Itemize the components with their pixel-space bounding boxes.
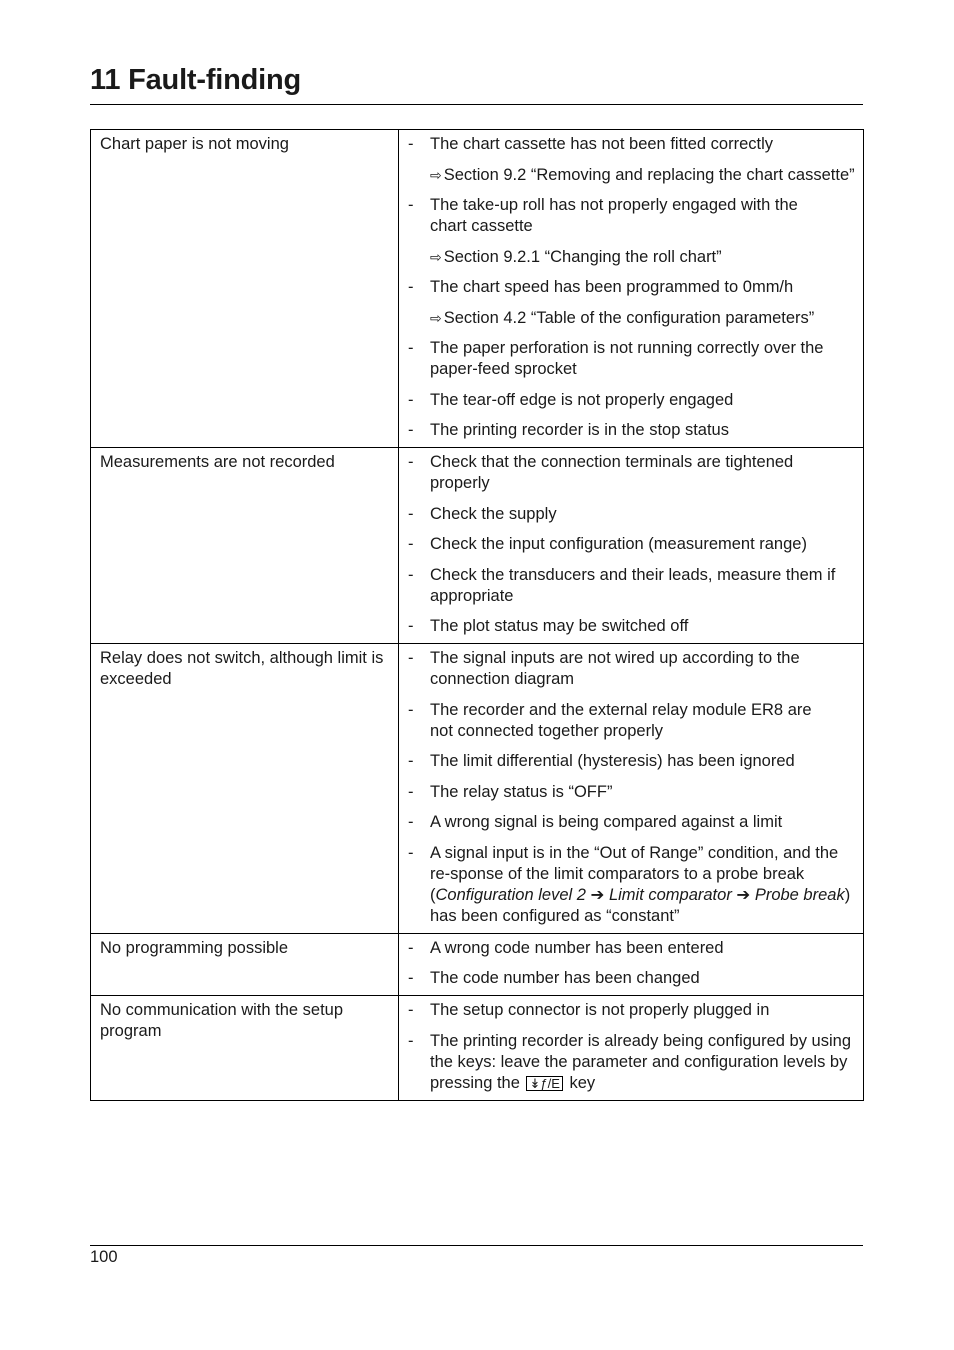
list-item: - Check the input configuration (measurement range) — [408, 535, 807, 553]
section-reference: ⇨ Section 9.2 “Removing and replacing the chart cassette” — [430, 165, 855, 184]
fault-cause: Relay does not switch, although limit is exceeded — [91, 644, 399, 934]
list-item: - The tear-off edge is not properly engaged — [408, 390, 734, 409]
list-item: - The chart cassette has not been fitted correctly — [408, 135, 774, 153]
list-item: - The take-up roll has not properly engaged with the chart cassette — [408, 196, 798, 235]
list-item: - Check the supply — [408, 504, 557, 523]
list-item: - The printing recorder is already being configured by using the keys: leave the parameter and configuration levels by pressing the ↡ƒ/E key — [408, 1031, 851, 1092]
list-item: - The paper perforation is not running correctly over the paper-feed sprocket — [408, 339, 824, 378]
title-divider — [90, 104, 863, 105]
list-item: - The code number has been changed — [408, 969, 700, 987]
list-item: - The chart speed has been programmed to 0mm/h — [408, 278, 794, 296]
fault-remedies — [399, 448, 864, 644]
section-reference: ⇨ Section 9.2.1 “Changing the roll chart” — [430, 247, 722, 266]
list-item: - A wrong signal is being compared against a limit — [408, 813, 783, 831]
list-item: - The plot status may be switched off — [408, 617, 689, 635]
list-item: - The printing recorder is in the stop status — [408, 421, 729, 439]
table-row — [91, 996, 864, 1101]
list-item: - Check the transducers and their leads, measure them if appropriate — [408, 565, 836, 605]
fault-cause: No communication with the setup program — [91, 996, 399, 1101]
list-item: - The relay status is “OFF” — [408, 782, 613, 801]
fault-remedies — [399, 130, 864, 448]
fault-cause: Measurements are not recorded — [91, 448, 399, 644]
exit-key-icon: ↡ƒ/E — [526, 1076, 562, 1091]
arrow-right-icon: ⇨ — [430, 309, 442, 326]
arrow-right-icon: ⇨ — [430, 166, 442, 183]
page-number: 100 — [90, 1248, 118, 1266]
table-row — [91, 448, 864, 644]
fault-cause: Chart paper is not moving — [91, 130, 399, 448]
arrow-right-icon: ⇨ — [430, 248, 442, 265]
fault-table — [90, 129, 864, 1101]
table-row — [91, 130, 864, 448]
list-item: - The signal inputs are not wired up according to the connection diagram — [408, 649, 800, 688]
list-item: - Check that the connection terminals are tightened properly — [408, 453, 794, 492]
list-item: - A signal input is in the “Out of Range” condition, and the re-sponse of the limit comparators to a probe break (Configuration level 2 ➔ Limit comparator ➔ Probe break) has been configured as “constant” — [408, 843, 851, 925]
table-row — [91, 644, 864, 934]
section-reference: ⇨ Section 4.2 “Table of the configuration parameters” — [430, 308, 815, 327]
list-item: - The limit differential (hysteresis) has been ignored — [408, 752, 795, 770]
list-item: - The setup connector is not properly plugged in — [408, 1001, 770, 1019]
list-item: - A wrong code number has been entered — [408, 938, 724, 957]
footer-divider — [90, 1245, 863, 1246]
page-title: 11 Fault-finding — [90, 64, 302, 96]
fault-remedies — [399, 644, 864, 934]
fault-cause: No programming possible — [91, 933, 399, 996]
fault-remedies — [399, 933, 864, 996]
table-row — [91, 933, 864, 996]
list-item: - The recorder and the external relay module ER8 are not connected together properly — [408, 700, 812, 740]
fault-remedies — [399, 996, 864, 1101]
